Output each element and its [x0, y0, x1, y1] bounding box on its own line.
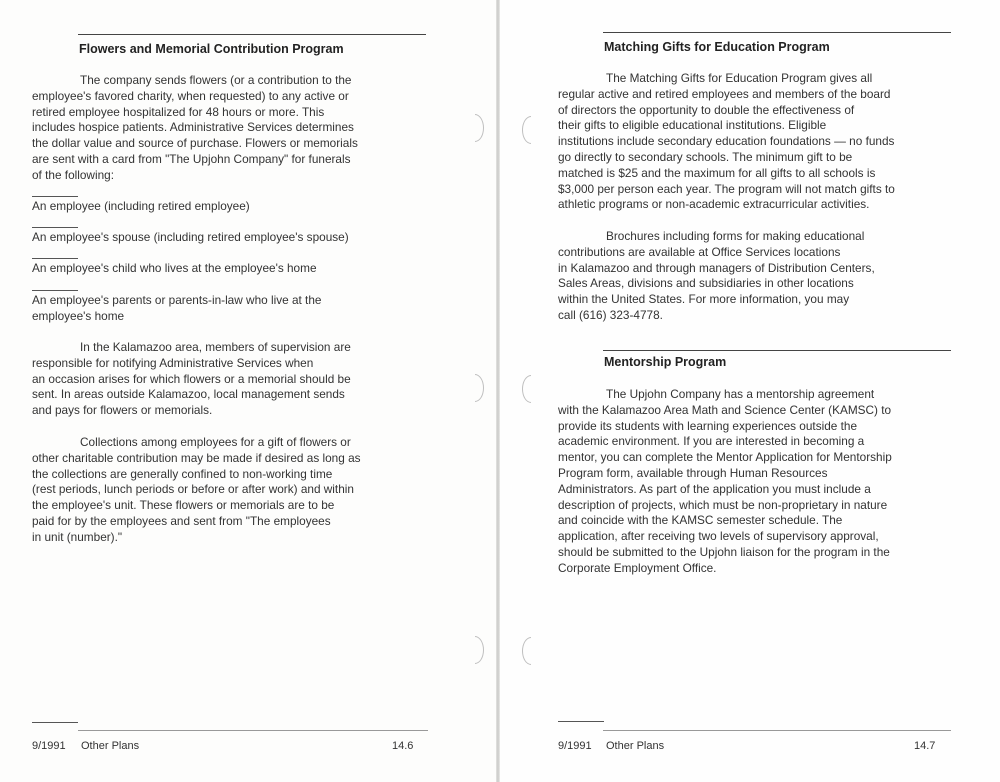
flowers-intro-paragraph	[32, 73, 358, 184]
section-top-rule	[78, 34, 426, 35]
text-line: Administrators. As part of the application you must include a	[558, 481, 871, 496]
text-line: of directors the opportunity to double the effectiveness of	[558, 102, 855, 117]
text-line: in unit (number)."	[32, 529, 123, 544]
text-line: (rest periods, lunch periods or before or after work) and within	[32, 482, 354, 497]
text-line: application, after receiving two levels of supervisory approval,	[558, 529, 879, 544]
binder-hole	[466, 374, 484, 402]
text-line: in Kalamazoo and through managers of Distribution Centers,	[558, 260, 875, 275]
text-line: description of projects, which must be non-proprietary in nature	[558, 497, 888, 512]
list-divider	[32, 290, 78, 291]
text-line: retired employee hospitalized for 48 hours or more. This	[32, 104, 325, 119]
text-line: responsible for notifying Administrative Services when	[32, 355, 314, 370]
text-line: $3,000 per person each year. The program will not match gifts to	[558, 181, 895, 196]
footer-date: 9/1991	[558, 740, 592, 752]
list-item-parents: An employee's parents or parents-in-law who live at the employee's home	[32, 293, 322, 323]
text-line: In the Kalamazoo area, members of supervision are	[80, 340, 351, 354]
list-item-employee: An employee (including retired employee)	[32, 199, 250, 213]
text-line: should be submitted to the Upjohn liaison for the program in the	[558, 544, 890, 559]
list-divider	[32, 196, 78, 197]
left-page	[0, 0, 497, 782]
text-line: paid for by the employees and sent from "The employees	[32, 513, 331, 528]
footer-baseline	[603, 730, 951, 731]
footer-baseline	[78, 730, 428, 731]
binder-hole	[522, 375, 540, 403]
text-line: institutions include secondary education foundations — no funds	[558, 134, 895, 149]
text-line: academic environment. If you are interested in becoming a	[558, 434, 865, 449]
text-line: their gifts to eligible educational institutions. Eligible	[558, 118, 827, 133]
text-line: provide its students with learning experiences outside the	[558, 418, 858, 433]
text-line: sent. In areas outside Kalamazoo, local management sends	[32, 387, 345, 402]
matching-gifts-heading: Matching Gifts for Education Program	[604, 40, 830, 54]
text-line: go directly to secondary schools. The minimum gift to be	[558, 149, 853, 164]
text-line: of the following:	[32, 167, 114, 182]
section-top-rule	[603, 350, 951, 351]
text-line: Sales Areas, divisions and subsidiaries in other locations	[558, 276, 854, 291]
text-line: within the United States. For more information, you may	[558, 292, 850, 307]
text-line: The Matching Gifts for Education Program gives all	[606, 71, 873, 85]
footer-section: Other Plans	[606, 740, 665, 752]
section-top-rule	[603, 32, 951, 33]
binder-hole	[466, 636, 484, 664]
mentorship-paragraph	[558, 387, 892, 577]
text-line: athletic programs or non-academic extracurricular activities.	[558, 197, 870, 212]
list-item-child: An employee's child who lives at the employee's home	[32, 261, 317, 275]
text-line: Corporate Employment Office.	[558, 560, 717, 575]
footer-date: 9/1991	[32, 740, 66, 752]
footer-rule	[558, 721, 604, 722]
footer-page-number: 14.7	[914, 740, 936, 752]
list-divider	[32, 227, 78, 228]
matching-gifts-paragraph	[558, 71, 895, 213]
text-line: The company sends flowers (or a contribution to the	[80, 73, 352, 87]
text-line: are sent with a card from "The Upjohn Company" for funerals	[32, 151, 351, 166]
footer-section: Other Plans	[81, 740, 140, 752]
brochures-paragraph	[558, 229, 875, 324]
mentorship-heading: Mentorship Program	[604, 355, 727, 369]
text-line: contributions are available at Office Services locations	[558, 244, 841, 259]
list-item-spouse: An employee's spouse (including retired employee's spouse)	[32, 230, 349, 244]
text-line: The Upjohn Company has a mentorship agreement	[606, 387, 875, 401]
text-line: and pays for flowers or memorials.	[32, 403, 213, 418]
text-line: and coincide with the KAMSC semester schedule. The	[558, 513, 843, 528]
text-line: Collections among employees for a gift of flowers or	[80, 435, 351, 449]
text-line: employee's favored charity, when requested) to any active or	[32, 88, 349, 103]
binder-hole	[522, 637, 540, 665]
text-line: call (616) 323-4778.	[558, 307, 663, 322]
supervision-paragraph	[32, 340, 351, 419]
flowers-heading: Flowers and Memorial Contribution Program	[79, 42, 344, 56]
text-line: mentor, you can complete the Mentor Application for Mentorship	[558, 450, 892, 465]
collections-paragraph	[32, 435, 361, 546]
list-divider	[32, 258, 78, 259]
text-line: regular active and retired employees and members of the board	[558, 86, 891, 101]
footer-page-number: 14.6	[392, 740, 414, 752]
right-page	[500, 0, 1000, 782]
text-line: an occasion arises for which flowers or a memorial should be	[32, 371, 351, 386]
text-line: Brochures including forms for making educational	[606, 229, 865, 243]
binder-hole	[466, 114, 484, 142]
text-line: the collections are generally confined to non-working time	[32, 466, 333, 481]
text-line: matched is $25 and the maximum for all gifts to all schools is	[558, 165, 876, 180]
text-line: the employee's unit. These flowers or memorials are to be	[32, 498, 335, 513]
text-line: the dollar value and source of purchase. Flowers or memorials	[32, 136, 358, 151]
text-line: includes hospice patients. Administrative Services determines	[32, 120, 354, 135]
text-line: other charitable contribution may be made if desired as long as	[32, 450, 361, 465]
text-line: with the Kalamazoo Area Math and Science Center (KAMSC) to	[558, 402, 892, 417]
text-line: Program form, available through Human Resources	[558, 465, 828, 480]
footer-rule	[32, 722, 78, 723]
binder-hole	[522, 116, 540, 144]
